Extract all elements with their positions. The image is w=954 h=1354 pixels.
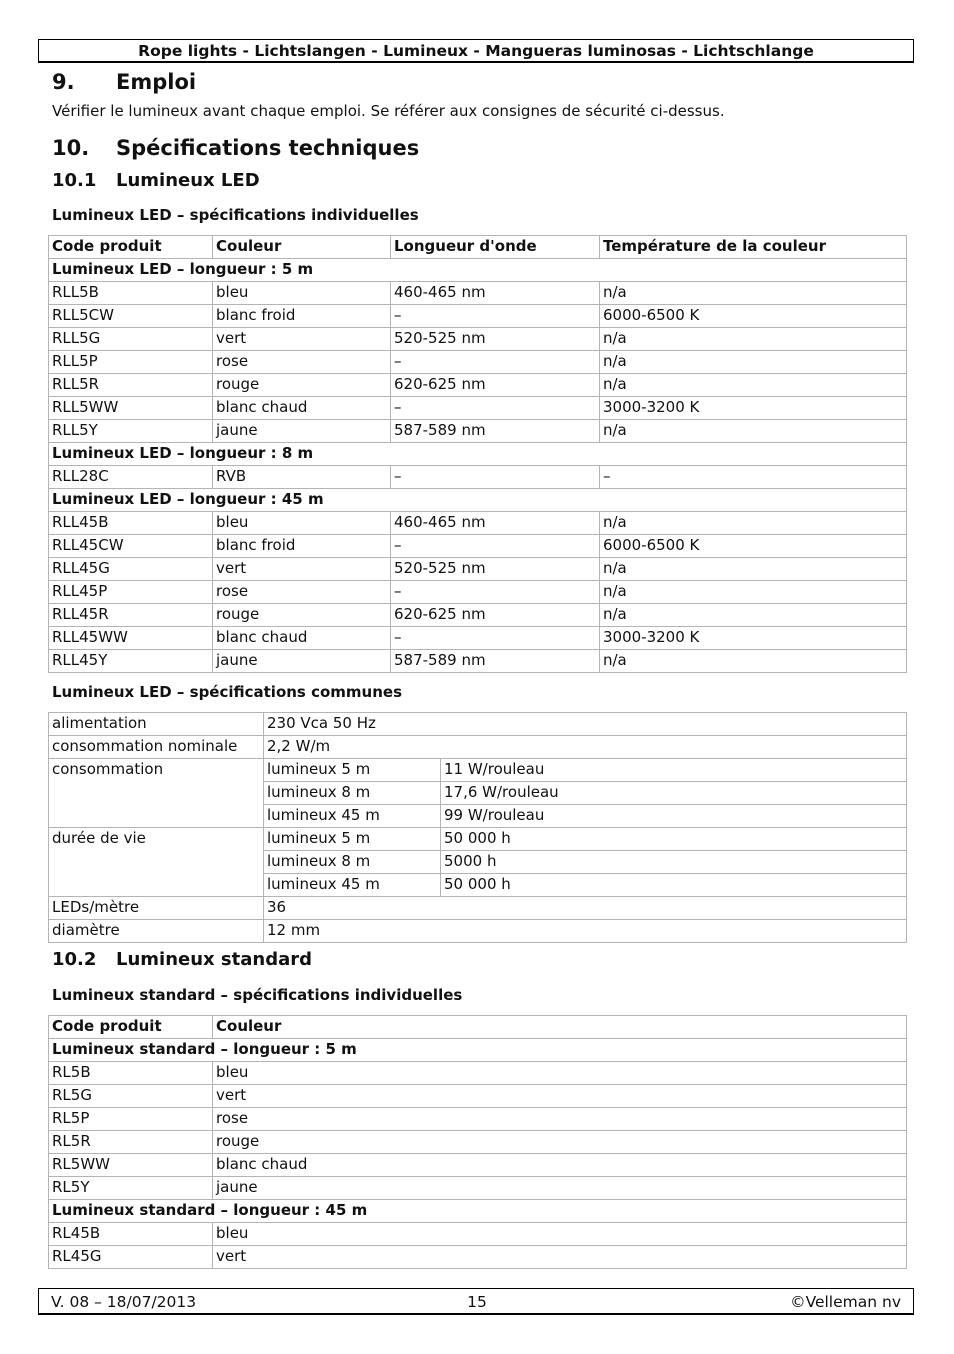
- table-cell: RLL45B: [49, 512, 213, 535]
- table-cell: RLL45WW: [49, 627, 213, 650]
- spec-sublabel: lumineux 8 m: [264, 782, 441, 805]
- led-individual-table: [48, 235, 907, 673]
- table-cell: –: [391, 627, 600, 650]
- section-title: Lumineux standard: [116, 949, 312, 970]
- table-row: [49, 1246, 907, 1269]
- spec-value: 99 W/rouleau: [441, 805, 907, 828]
- section-number: 10.2: [52, 949, 97, 970]
- spec-value: 5000 h: [441, 851, 907, 874]
- spec-value: 50 000 h: [441, 874, 907, 897]
- spec-sublabel: lumineux 45 m: [264, 874, 441, 897]
- table-row: [49, 1177, 907, 1200]
- group-label: Lumineux LED – longueur : 8 m: [49, 443, 907, 466]
- table-cell: n/a: [600, 420, 907, 443]
- section-title: Spécifications techniques: [116, 136, 420, 160]
- table-row: [49, 397, 907, 420]
- table-cell: –: [600, 466, 907, 489]
- led-common-heading: Lumineux LED – spécifications communes: [52, 683, 403, 701]
- table-cell: jaune: [213, 1177, 907, 1200]
- led-common-table: [48, 712, 907, 943]
- table-row: [49, 1154, 907, 1177]
- table-cell: 3000-3200 K: [600, 627, 907, 650]
- table-cell: RL5WW: [49, 1154, 213, 1177]
- spec-value: 11 W/rouleau: [441, 759, 907, 782]
- section-9-text: Vérifier le lumineux avant chaque emploi. Se référer aux consignes de sécurité ci-dessus.: [52, 102, 725, 120]
- group-label: Lumineux LED – longueur : 45 m: [49, 489, 907, 512]
- table-row: [49, 512, 907, 535]
- table-cell: bleu: [213, 1223, 907, 1246]
- table-row: [49, 1062, 907, 1085]
- table-row: [49, 420, 907, 443]
- table-row: [49, 1108, 907, 1131]
- table-cell: bleu: [213, 282, 391, 305]
- section-10-2-heading: [52, 949, 312, 970]
- table-row: [49, 374, 907, 397]
- spec-value: 230 Vca 50 Hz: [264, 713, 907, 736]
- table-cell: vert: [213, 328, 391, 351]
- table-cell: bleu: [213, 512, 391, 535]
- table-cell: blanc chaud: [213, 397, 391, 420]
- table-row: [49, 1131, 907, 1154]
- table-cell: n/a: [600, 512, 907, 535]
- table-cell: RLL28C: [49, 466, 213, 489]
- table-row: [49, 351, 907, 374]
- table-cell: bleu: [213, 1062, 907, 1085]
- table-row: [49, 558, 907, 581]
- table-cell: rose: [213, 581, 391, 604]
- section-10-heading: [52, 136, 419, 160]
- column-header: Température de la couleur: [600, 236, 907, 259]
- table-row: [49, 581, 907, 604]
- table-cell: RLL5R: [49, 374, 213, 397]
- spec-label: LEDs/mètre: [49, 897, 264, 920]
- table-row: [49, 736, 907, 759]
- footer-page-number: 15: [467, 1293, 487, 1311]
- spec-label: alimentation: [49, 713, 264, 736]
- table-cell: blanc chaud: [213, 627, 391, 650]
- spec-sublabel: lumineux 5 m: [264, 828, 441, 851]
- table-cell: –: [391, 397, 600, 420]
- table-cell: RL5Y: [49, 1177, 213, 1200]
- spec-value: 2,2 W/m: [264, 736, 907, 759]
- table-cell: RLL5Y: [49, 420, 213, 443]
- column-header: Code produit: [49, 1016, 213, 1039]
- table-cell: n/a: [600, 581, 907, 604]
- section-10-1-heading: [52, 170, 260, 191]
- table-row: [49, 328, 907, 351]
- table-cell: n/a: [600, 604, 907, 627]
- table-cell: blanc froid: [213, 535, 391, 558]
- table-cell: rouge: [213, 374, 391, 397]
- table-cell: rose: [213, 1108, 907, 1131]
- group-label: Lumineux standard – longueur : 45 m: [49, 1200, 907, 1223]
- table-cell: 460-465 nm: [391, 512, 600, 535]
- table-cell: –: [391, 305, 600, 328]
- table-cell: vert: [213, 1085, 907, 1108]
- table-cell: blanc froid: [213, 305, 391, 328]
- table-cell: 3000-3200 K: [600, 397, 907, 420]
- table-cell: blanc chaud: [213, 1154, 907, 1177]
- section-9-heading: [52, 70, 196, 94]
- table-row: [49, 535, 907, 558]
- spec-sublabel: lumineux 5 m: [264, 759, 441, 782]
- group-row: [49, 259, 907, 282]
- table-cell: RLL45G: [49, 558, 213, 581]
- table-cell: n/a: [600, 374, 907, 397]
- page-header: Rope lights - Lichtslangen - Lumineux - Mangueras luminosas - Lichtschlange: [38, 39, 914, 63]
- table-cell: vert: [213, 558, 391, 581]
- table-cell: 6000-6500 K: [600, 535, 907, 558]
- section-number: 10.1: [52, 170, 97, 191]
- table-cell: –: [391, 351, 600, 374]
- table-row: [49, 920, 907, 943]
- table-cell: RLL45P: [49, 581, 213, 604]
- table-cell: n/a: [600, 328, 907, 351]
- table-cell: vert: [213, 1246, 907, 1269]
- footer-version: V. 08 – 18/07/2013: [51, 1293, 197, 1311]
- spec-label: diamètre: [49, 920, 264, 943]
- table-cell: 6000-6500 K: [600, 305, 907, 328]
- table-cell: n/a: [600, 282, 907, 305]
- spec-value: 50 000 h: [441, 828, 907, 851]
- table-row: [49, 282, 907, 305]
- group-row: [49, 443, 907, 466]
- table-row: [49, 759, 907, 782]
- table-cell: RL5G: [49, 1085, 213, 1108]
- table-cell: RLL5B: [49, 282, 213, 305]
- table-header-row: [49, 1016, 907, 1039]
- table-cell: 620-625 nm: [391, 604, 600, 627]
- table-cell: RL5R: [49, 1131, 213, 1154]
- spec-value: 17,6 W/rouleau: [441, 782, 907, 805]
- table-cell: RLL5CW: [49, 305, 213, 328]
- spec-value: 12 mm: [264, 920, 907, 943]
- spec-label: consommation: [49, 759, 264, 828]
- table-cell: RL45B: [49, 1223, 213, 1246]
- table-row: [49, 466, 907, 489]
- column-header: Longueur d'onde: [391, 236, 600, 259]
- table-header-row: [49, 236, 907, 259]
- table-cell: RLL5WW: [49, 397, 213, 420]
- table-cell: RL5B: [49, 1062, 213, 1085]
- table-row: [49, 1085, 907, 1108]
- table-cell: RLL45Y: [49, 650, 213, 673]
- table-cell: –: [391, 466, 600, 489]
- std-individual-table: [48, 1015, 907, 1269]
- table-cell: RLL5G: [49, 328, 213, 351]
- led-individual-heading: Lumineux LED – spécifications individuelles: [52, 206, 419, 224]
- group-row: [49, 489, 907, 512]
- table-row: [49, 305, 907, 328]
- section-number: 10.: [52, 136, 90, 160]
- table-row: [49, 1223, 907, 1246]
- table-cell: 587-589 nm: [391, 420, 600, 443]
- group-row: [49, 1200, 907, 1223]
- table-cell: 520-525 nm: [391, 558, 600, 581]
- table-cell: –: [391, 535, 600, 558]
- table-cell: 460-465 nm: [391, 282, 600, 305]
- table-row: [49, 604, 907, 627]
- table-row: [49, 627, 907, 650]
- table-cell: rouge: [213, 1131, 907, 1154]
- table-cell: 520-525 nm: [391, 328, 600, 351]
- column-header: Code produit: [49, 236, 213, 259]
- table-row: [49, 650, 907, 673]
- page-footer: [38, 1288, 914, 1315]
- table-cell: rouge: [213, 604, 391, 627]
- section-number: 9.: [52, 70, 75, 94]
- column-header: Couleur: [213, 1016, 907, 1039]
- footer-copyright: ©Velleman nv: [790, 1293, 901, 1311]
- table-row: [49, 897, 907, 920]
- table-row: [49, 713, 907, 736]
- table-cell: RLL5P: [49, 351, 213, 374]
- group-row: [49, 1039, 907, 1062]
- table-cell: jaune: [213, 650, 391, 673]
- table-cell: n/a: [600, 558, 907, 581]
- std-individual-heading: Lumineux standard – spécifications individuelles: [52, 986, 463, 1004]
- table-cell: RVB: [213, 466, 391, 489]
- table-cell: RLL45CW: [49, 535, 213, 558]
- section-title: Emploi: [116, 70, 197, 94]
- table-cell: n/a: [600, 650, 907, 673]
- spec-sublabel: lumineux 45 m: [264, 805, 441, 828]
- table-cell: RL45G: [49, 1246, 213, 1269]
- table-cell: n/a: [600, 351, 907, 374]
- spec-value: 36: [264, 897, 907, 920]
- table-cell: –: [391, 581, 600, 604]
- group-label: Lumineux standard – longueur : 5 m: [49, 1039, 907, 1062]
- table-cell: RL5P: [49, 1108, 213, 1131]
- table-cell: 620-625 nm: [391, 374, 600, 397]
- column-header: Couleur: [213, 236, 391, 259]
- group-label: Lumineux LED – longueur : 5 m: [49, 259, 907, 282]
- table-cell: RLL45R: [49, 604, 213, 627]
- table-cell: 587-589 nm: [391, 650, 600, 673]
- spec-label: consommation nominale: [49, 736, 264, 759]
- section-title: Lumineux LED: [116, 170, 260, 191]
- spec-sublabel: lumineux 8 m: [264, 851, 441, 874]
- table-row: [49, 828, 907, 851]
- spec-label: durée de vie: [49, 828, 264, 897]
- table-cell: jaune: [213, 420, 391, 443]
- table-cell: rose: [213, 351, 391, 374]
